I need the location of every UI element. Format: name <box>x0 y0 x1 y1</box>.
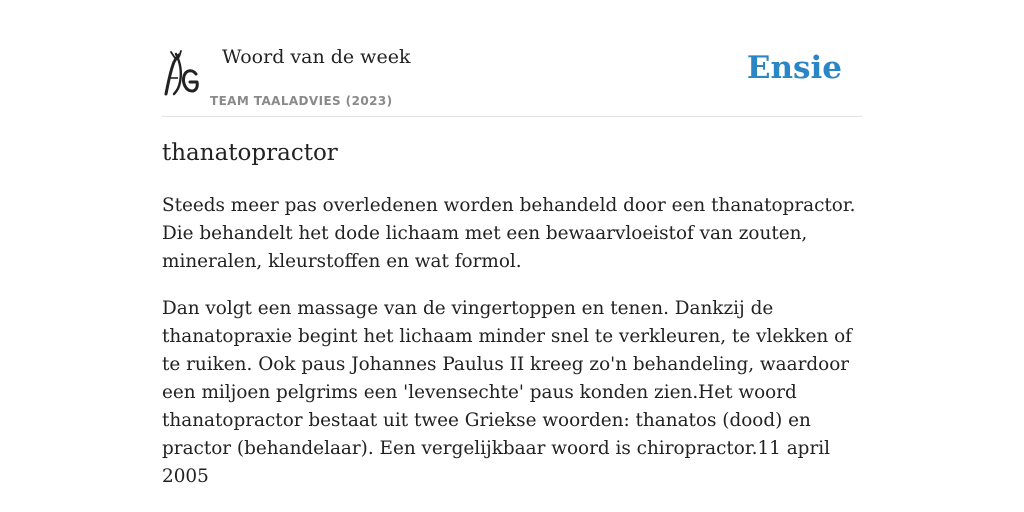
ensie-brand-link[interactable]: Ensie <box>746 50 842 86</box>
entry-card <box>162 0 862 512</box>
entry-paragraph: Steeds meer pas overledenen worden behandeld door een thanatopractor. Die behandelt het dode lichaam met een bewaarvloeistof van zouten, mineralen, kleurstoffen en wat formol. <box>162 195 856 272</box>
series-title: Woord van de week <box>222 46 411 68</box>
taalunie-logo-icon <box>162 48 202 98</box>
entry-header <box>162 0 862 117</box>
entry-paragraph: Dan volgt een massage van de vingertoppen en tenen. Dankzij de thanatopraxie begint het lichaam minder snel te verkleuren, te vlekken of te ruiken. Ook paus Johannes Paulus II kreeg zo'n behandeling, waardoor een miljoen pelgrims een 'levensechte' paus konden zien.Het woord thanatopractor bestaat uit twee Griekse woorden: thanatos (dood) en practor (behandelaar). Een vergelijkbaar woord is chiropractor.11 april 2005 <box>162 298 852 487</box>
author-label: TEAM TAALADVIES (2023) <box>210 94 393 108</box>
entry-title: thanatopractor <box>162 140 338 166</box>
